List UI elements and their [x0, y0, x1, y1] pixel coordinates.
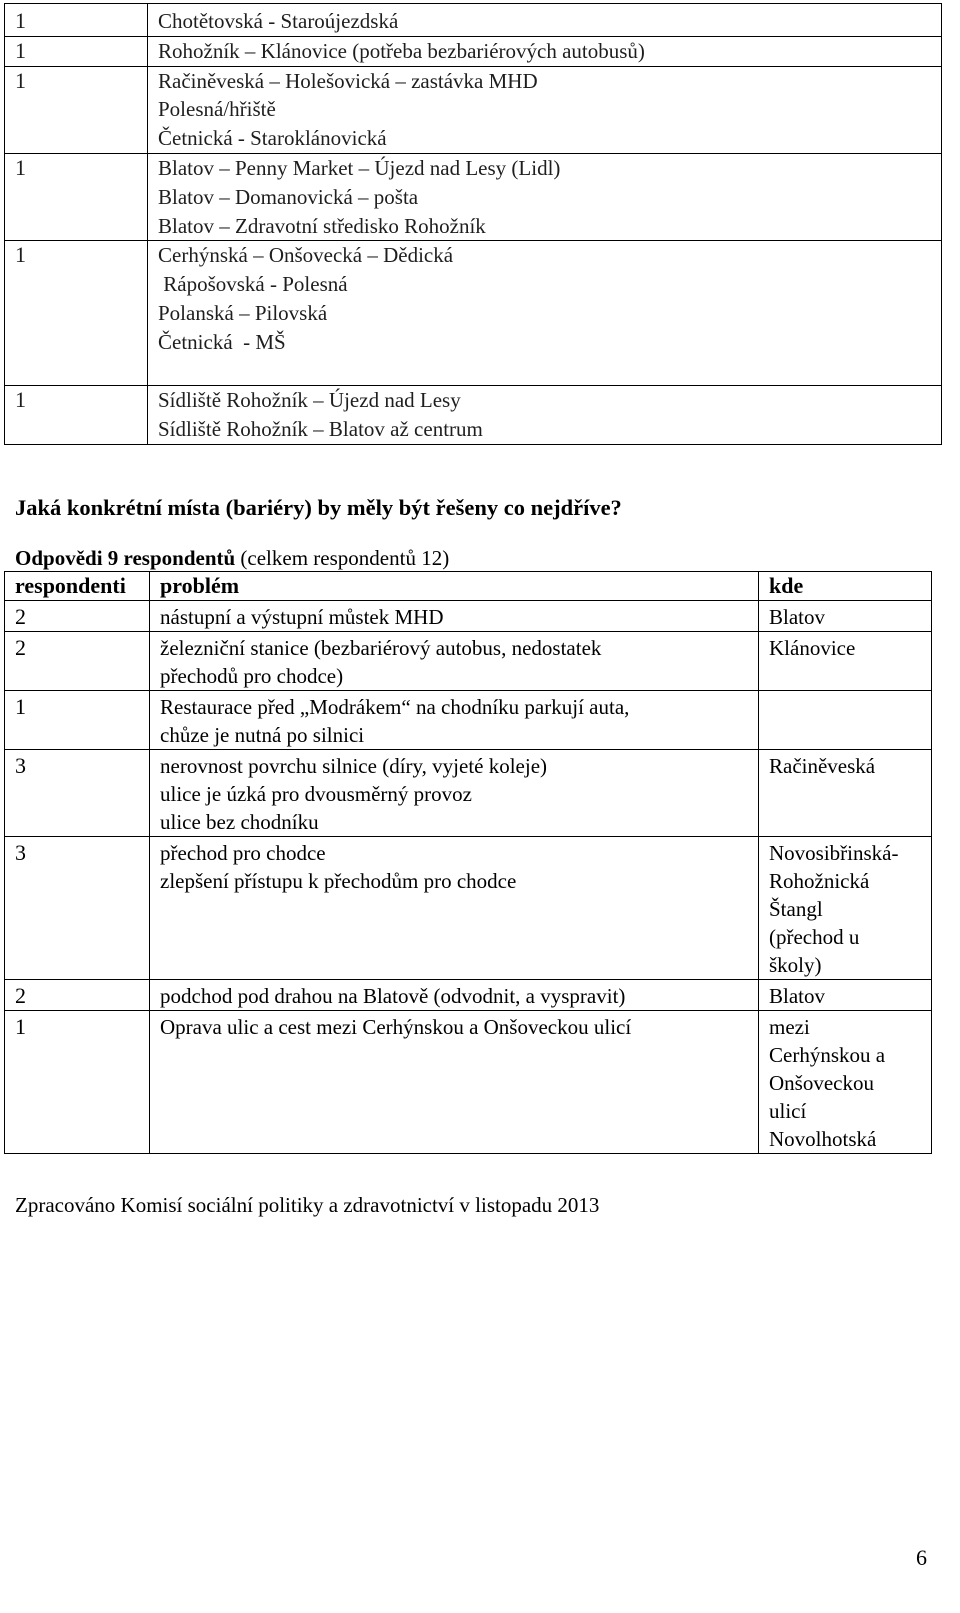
cell-line: Novolhotská	[769, 1127, 877, 1151]
cell-line: školy)	[769, 953, 822, 977]
cell-line: přechodů pro chodce)	[160, 664, 344, 688]
row-count: 1	[5, 386, 148, 445]
question-heading: Jaká konkrétní místa (bariéry) by měly být řešeny co nejdříve?	[15, 495, 622, 520]
cell-line: Blatov – Penny Market – Újezd nad Lesy (Lidl)	[158, 155, 561, 180]
cell-line: nerovnost povrchu silnice (díry, vyjeté koleje)	[160, 754, 548, 778]
cell-line: Četnická - MŠ	[158, 329, 286, 354]
respondents-cell: 2	[5, 632, 150, 691]
cell-line: nástupní a výstupní můstek MHD	[160, 605, 444, 629]
cell-line: Cerhýnská – Onšovecká – Dědická	[158, 243, 454, 268]
respondents-cell: 2	[5, 980, 150, 1011]
cell-line	[769, 693, 921, 721]
barriers-table	[4, 571, 932, 1154]
row-route	[148, 66, 942, 153]
responses-count: Odpovědi 9 respondentů	[15, 546, 236, 570]
header-respondents: respondenti	[5, 572, 150, 601]
row-route	[148, 36, 942, 66]
cell-line: Štangl	[769, 897, 823, 921]
table-row	[5, 980, 932, 1011]
row-route	[148, 4, 942, 37]
cell-line: Onšoveckou	[769, 1071, 874, 1095]
cell-line: Restaurace před „Modrákem“ na chodníku parkují auta,	[160, 695, 630, 719]
cell-line: Blatov	[769, 984, 825, 1008]
cell-line: ulice je úzká pro dvousměrný provoz	[160, 782, 472, 806]
where-cell	[759, 601, 932, 632]
row-route	[148, 241, 942, 386]
table-row	[5, 386, 942, 445]
cell-line: Rohožnická	[769, 869, 870, 893]
cell-line: Polanská – Pilovská	[158, 300, 328, 325]
problem-cell	[150, 837, 759, 980]
where-cell	[759, 750, 932, 837]
where-cell	[759, 632, 932, 691]
cell-line: Sídliště Rohožník – Blatov až centrum	[158, 417, 483, 442]
cell-line: Blatov – Domanovická – pošta	[158, 184, 419, 209]
where-cell	[759, 980, 932, 1011]
where-cell	[759, 837, 932, 980]
responses-total: (celkem respondentů 12)	[235, 546, 450, 570]
cell-line: přechod pro chodce	[160, 841, 326, 865]
where-cell	[759, 1011, 932, 1154]
cell-line: Chotětovská - Staroújezdská	[158, 9, 399, 33]
header-problem: problém	[150, 572, 759, 601]
responses-summary	[15, 546, 449, 571]
respondents-cell: 2	[5, 601, 150, 632]
row-count: 1	[5, 66, 148, 153]
header-where: kde	[759, 572, 932, 601]
cell-line: zlepšení přístupu k přechodům pro chodce	[160, 869, 517, 893]
problem-cell	[150, 980, 759, 1011]
cell-line: ulicí	[769, 1099, 807, 1123]
problem-cell	[150, 750, 759, 837]
respondents-cell: 3	[5, 837, 150, 980]
cell-line: Sídliště Rohožník – Újezd nad Lesy	[158, 388, 461, 413]
row-count: 1	[5, 4, 148, 37]
respondents-cell: 1	[5, 691, 150, 750]
cell-line: (přechod u	[769, 925, 860, 949]
respondents-cell: 1	[5, 1011, 150, 1154]
page-number: 6	[916, 1545, 927, 1570]
cell-line: Rohožník – Klánovice (potřeba bezbariérových autobusů)	[158, 38, 645, 63]
table-row	[5, 601, 932, 632]
row-route	[148, 386, 942, 445]
table-row	[5, 4, 942, 37]
cell-line: Blatov – Zdravotní středisko Rohožník	[158, 213, 486, 238]
cell-line: Oprava ulic a cest mezi Cerhýnskou a Onšoveckou ulicí	[160, 1015, 632, 1039]
table-row	[5, 153, 942, 240]
cell-line: Klánovice	[769, 636, 856, 660]
table-row	[5, 632, 932, 691]
table-row	[5, 837, 932, 980]
cell-line	[158, 357, 931, 386]
problem-cell	[150, 601, 759, 632]
table-row	[5, 750, 932, 837]
cell-line: podchod pod drahou na Blatově (odvodnit, a vyspravit)	[160, 984, 626, 1008]
footer-note: Zpracováno Komisí sociální politiky a zdravotnictví v listopadu 2013	[15, 1193, 600, 1217]
cell-line: mezi	[769, 1015, 810, 1039]
cell-line: chůze je nutná po silnici	[160, 723, 365, 747]
cell-line: Rápošovská - Polesná	[158, 272, 348, 297]
table-row	[5, 1011, 932, 1154]
cell-line: železniční stanice (bezbariérový autobus, nedostatek	[160, 636, 602, 660]
table-row	[5, 241, 942, 386]
locations-table	[4, 3, 942, 445]
row-count: 1	[5, 153, 148, 240]
cell-line: Cerhýnskou a	[769, 1043, 886, 1067]
table-row	[5, 691, 932, 750]
problem-cell	[150, 632, 759, 691]
cell-line: Račiněveská – Holešovická – zastávka MHD	[158, 68, 538, 93]
table-row	[5, 36, 942, 66]
problem-cell	[150, 1011, 759, 1154]
problem-cell	[150, 691, 759, 750]
cell-line: Četnická - Staroklánovická	[158, 126, 387, 151]
table-header-row	[5, 572, 932, 601]
cell-line: Polesná/hřiště	[158, 97, 276, 122]
respondents-cell: 3	[5, 750, 150, 837]
cell-line: Novosibřinská-	[769, 841, 899, 865]
table-row	[5, 66, 942, 153]
row-count: 1	[5, 241, 148, 386]
where-cell	[759, 691, 932, 750]
row-count: 1	[5, 36, 148, 66]
cell-line: Račiněveská	[769, 754, 876, 778]
cell-line: Blatov	[769, 605, 825, 629]
cell-line: ulice bez chodníku	[160, 810, 319, 834]
row-route	[148, 153, 942, 240]
